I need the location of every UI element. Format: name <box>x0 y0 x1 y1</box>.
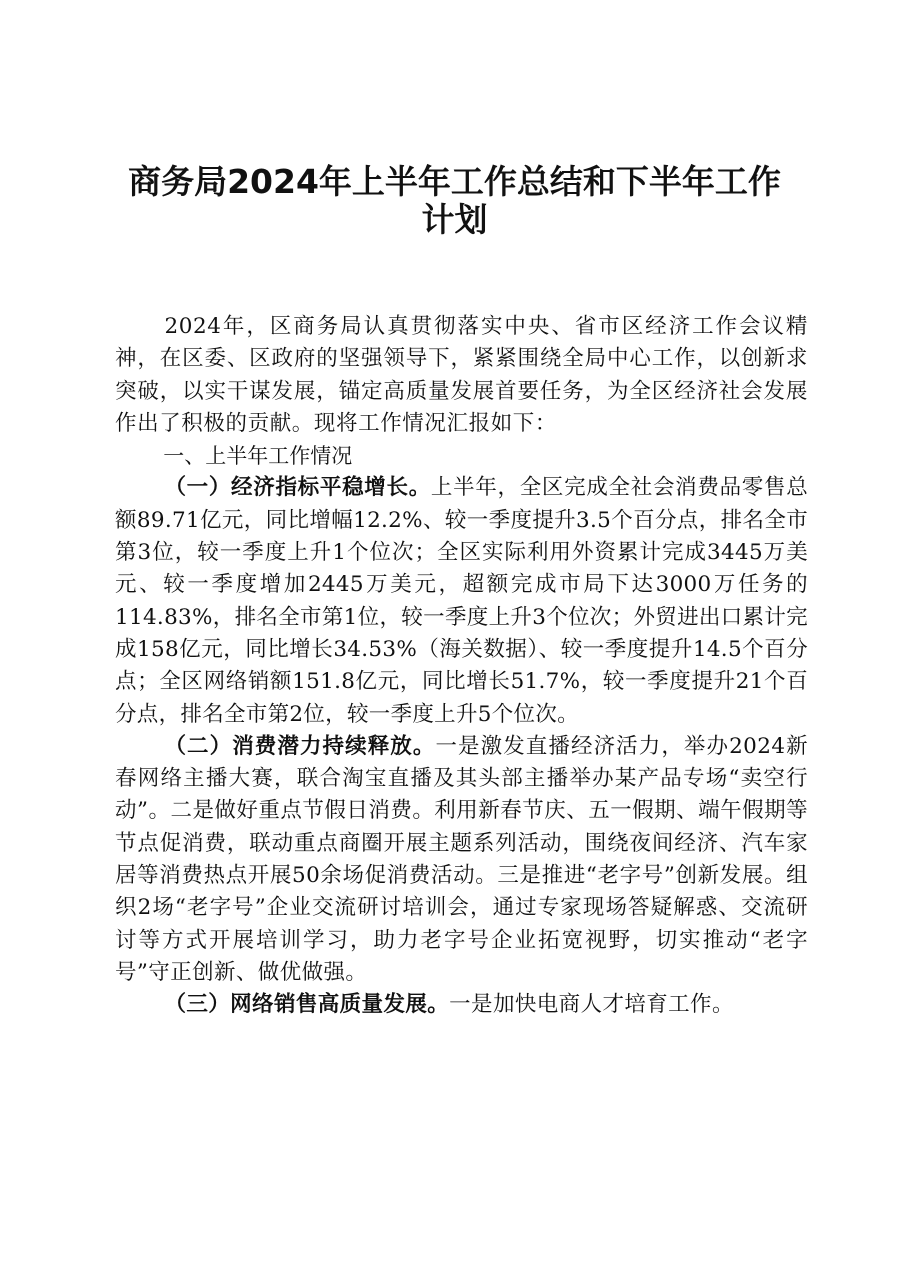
body-paragraph <box>115 472 808 730</box>
paragraph-text: 一是激发直播经济活力，举办2024新春网络主播大赛，联合淘宝直播及其头部主播举办某产品专场“卖空行动”。二是做好重点节假日消费。利用新春节庆、五一假期、端午假期等节点促消费，联动重点商圈开展主题系列活动，围绕夜间经济、汽车家居等消费热点开展50余场促消费活动。三是推进“老字号”创新发展。组织2场“老字号”企业交流研讨培训会，通过专家现场答疑解惑、交流研讨等方式开展培训学习，助力老字号企业拓宽视野，切实推动“老字号”守正创新、做优做强。 <box>115 733 808 985</box>
document-title-line-2: 计划 <box>421 200 488 239</box>
body-paragraph <box>115 989 808 1021</box>
paragraph-lead: （三）网络销售高质量发展。 <box>164 992 450 1018</box>
intro-paragraph: 2024年，区商务局认真贯彻落实中央、省市区经济工作会议精神，在区委、区政府的坚强领导下，紧紧围绕全局中心工作，以创新求突破，以实干谋发展，锚定高质量发展首要任务，为全区经济社会发展作出了积极的贡献。现将工作情况汇报如下： <box>115 314 808 436</box>
paragraph-text: 上半年，全区完成全社会消费品零售总额89.71亿元，同比增幅12.2%、较一季度提升3.5个百分点，排名全市第3位，较一季度上升1个位次；全区实际利用外资累计完成3445万美元、较一季度增加2445万美元，超额完成市局下达3000万任务的114.83%，排名全市第1位，较一季度上升3个位次；外贸进出口累计完成158亿元，同比增长34.53%（海关数据）、较一季度提升14.5个百分点；全区网络销额151.8亿元，同比增长51.7%，较一季度提升21个百分点，排名全市第2位，较一季度上升5个位次。 <box>115 475 808 727</box>
paragraph-text: 一是加快电商人才培育工作。 <box>449 992 734 1018</box>
paragraph-lead: （二）消费潜力持续释放。 <box>164 733 436 759</box>
body-paragraph <box>115 731 808 989</box>
paragraph-lead: （一）经济指标平稳增长。 <box>164 475 431 501</box>
section-heading: 一、上半年工作情况 <box>163 444 353 469</box>
document-body <box>115 311 808 1022</box>
document-title-line-1: 商务局2024年上半年工作总结和下半年工作 <box>128 162 781 201</box>
